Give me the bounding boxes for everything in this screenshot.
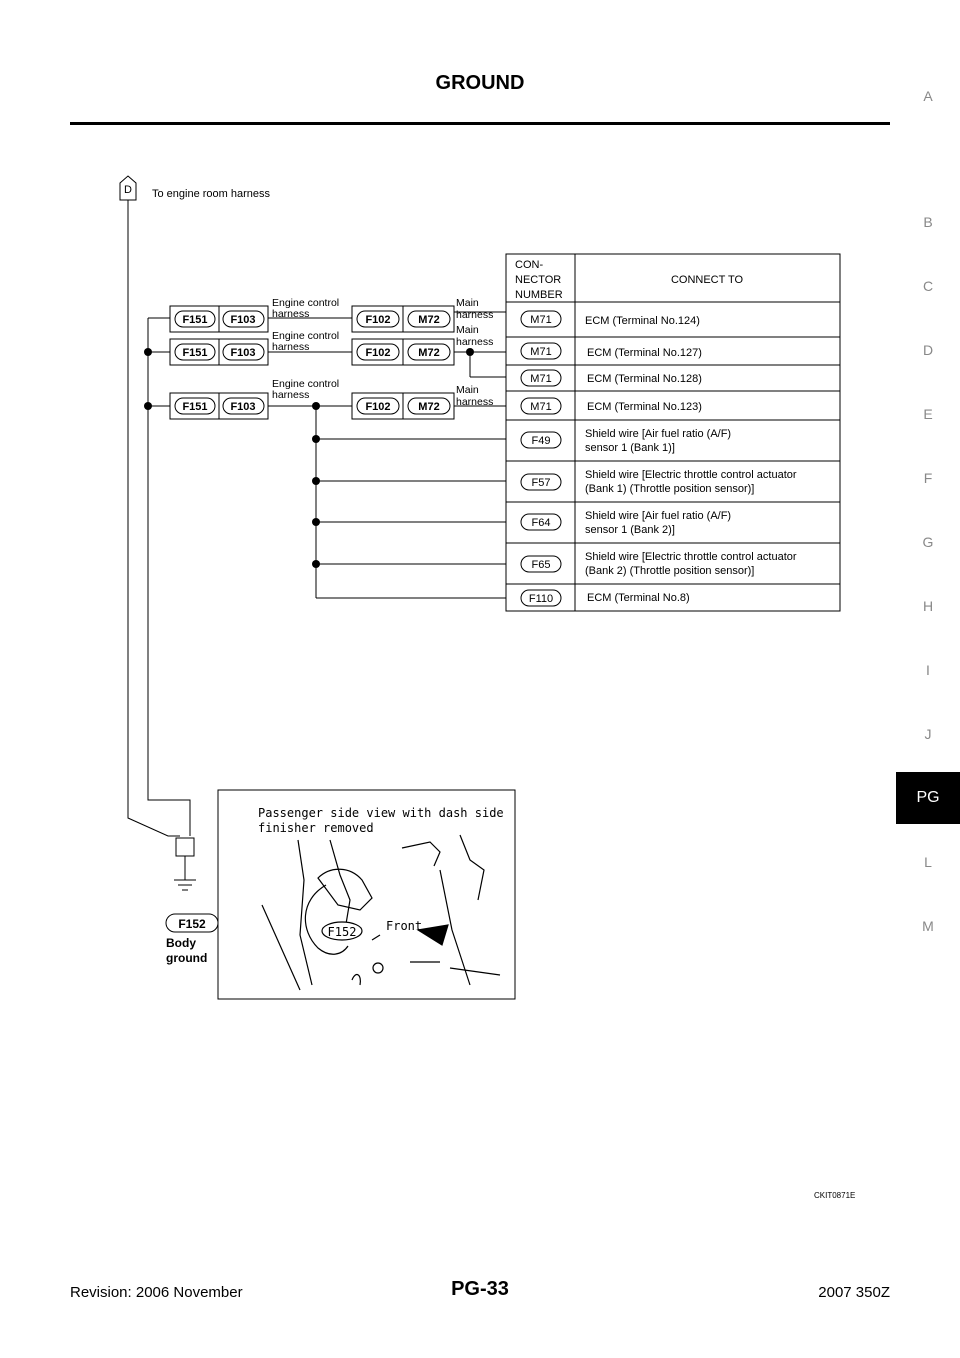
engine-harness-label-2: harness — [272, 389, 310, 401]
location-inset — [218, 790, 515, 999]
row-connector: F57 — [531, 477, 551, 489]
figure-code: CKIT0871E — [814, 1191, 856, 1200]
conn-f151: F151 — [182, 347, 208, 359]
table-row — [521, 428, 731, 454]
conn-f151: F151 — [182, 314, 208, 326]
conn-f151: F151 — [182, 401, 208, 413]
inset-front-label: Front — [386, 919, 423, 933]
tab-d[interactable]: D — [922, 342, 934, 358]
tab-f[interactable]: F — [923, 470, 933, 486]
engine-harness-label: Engine control — [272, 297, 340, 309]
row-connect-to-2: sensor 1 (Bank 1)] — [585, 442, 675, 454]
harness-row-1 — [170, 297, 493, 332]
tab-c[interactable]: C — [922, 278, 934, 294]
inset-connector-label: F152 — [327, 925, 357, 939]
main-harness-label-2: harness — [456, 309, 494, 321]
tab-l[interactable]: L — [924, 854, 932, 870]
row-connect-to: ECM (Terminal No.123) — [587, 401, 702, 413]
table-header-connector: NECTOR — [515, 274, 562, 286]
table-row — [521, 590, 690, 606]
ground-label-2: ground — [166, 951, 208, 965]
row-connector: F110 — [528, 593, 554, 605]
table-row — [521, 551, 797, 577]
row-connector: F64 — [531, 517, 551, 529]
row-connect-to: Shield wire [Air fuel ratio (A/F) — [585, 428, 732, 440]
footer-revision: Revision: 2006 November — [70, 1284, 243, 1301]
conn-f103: F103 — [230, 314, 256, 326]
conn-m72: M72 — [418, 401, 440, 413]
row-connect-to: Shield wire [Electric throttle control actuator — [585, 469, 797, 481]
conn-f102: F102 — [365, 401, 391, 413]
table-row — [521, 370, 702, 386]
row-connector: F65 — [531, 559, 551, 571]
conn-f102: F102 — [365, 347, 391, 359]
page-title: GROUND — [435, 72, 525, 94]
engine-harness-label: Engine control — [272, 378, 340, 390]
conn-f103: F103 — [230, 401, 256, 413]
tab-i[interactable]: I — [926, 662, 930, 678]
marker-letter: D — [124, 184, 132, 196]
main-harness-label-2: harness — [456, 336, 494, 348]
engine-harness-label: Engine control — [272, 330, 340, 342]
tab-m[interactable]: M — [922, 918, 934, 934]
page-number: PG-33 — [451, 1278, 509, 1300]
table-header-connect-to: CONNECT TO — [670, 274, 744, 286]
row-connect-to-2: (Bank 1) (Throttle position sensor)] — [585, 483, 755, 495]
harness-row-3 — [170, 378, 493, 419]
tab-g[interactable]: G — [922, 534, 934, 550]
tab-h[interactable]: H — [922, 598, 934, 614]
main-harness-label: Main — [456, 324, 479, 336]
engine-room-harness-marker — [120, 176, 271, 200]
conn-m72: M72 — [418, 347, 440, 359]
row-connector: F49 — [531, 435, 551, 447]
row-connector: M71 — [530, 346, 552, 358]
tab-j[interactable]: J — [924, 726, 932, 742]
row-connect-to: Shield wire [Electric throttle control actuator — [585, 551, 797, 563]
tab-a[interactable]: A — [923, 88, 933, 104]
row-connect-to: ECM (Terminal No.8) — [587, 592, 690, 604]
table-row — [521, 398, 702, 414]
row-connector: M71 — [530, 314, 552, 326]
table-row — [521, 311, 700, 327]
table-header-connector: CON- — [515, 259, 544, 271]
main-harness-label: Main — [456, 297, 479, 309]
ground-connector-f152: F152 — [178, 917, 206, 931]
table-row — [521, 510, 731, 536]
row-connect-to: Shield wire [Air fuel ratio (A/F) — [585, 510, 732, 522]
row-connect-to-2: sensor 1 (Bank 2)] — [585, 524, 675, 536]
row-connector: M71 — [530, 373, 552, 385]
row-connect-to: ECM (Terminal No.124) — [585, 315, 700, 327]
main-harness-label: Main — [456, 384, 479, 396]
body-ground — [166, 838, 218, 965]
row-connect-to-2: (Bank 2) (Throttle position sensor)] — [585, 565, 755, 577]
table-row — [521, 469, 797, 495]
conn-m72: M72 — [418, 314, 440, 326]
conn-f103: F103 — [230, 347, 256, 359]
conn-f102: F102 — [365, 314, 391, 326]
row-connect-to: ECM (Terminal No.127) — [587, 347, 702, 359]
tab-e[interactable]: E — [923, 406, 933, 422]
tab-pg[interactable]: PG — [896, 772, 960, 824]
ground-wires — [128, 200, 506, 836]
inset-caption-2: finisher removed — [258, 821, 374, 835]
engine-harness-label-2: harness — [272, 341, 310, 353]
top-harness-label: To engine room harness — [152, 188, 271, 200]
row-connector: M71 — [530, 401, 552, 413]
main-harness-label-2: harness — [456, 396, 494, 408]
inset-caption: Passenger side view with dash side — [258, 806, 504, 820]
row-connect-to: ECM (Terminal No.128) — [587, 373, 702, 385]
tab-b[interactable]: B — [923, 214, 933, 230]
table-row — [521, 343, 702, 359]
footer-model: 2007 350Z — [818, 1284, 890, 1301]
ground-label: Body — [166, 936, 196, 950]
table-header-connector: NUMBER — [515, 289, 563, 301]
engine-harness-label-2: harness — [272, 308, 310, 320]
